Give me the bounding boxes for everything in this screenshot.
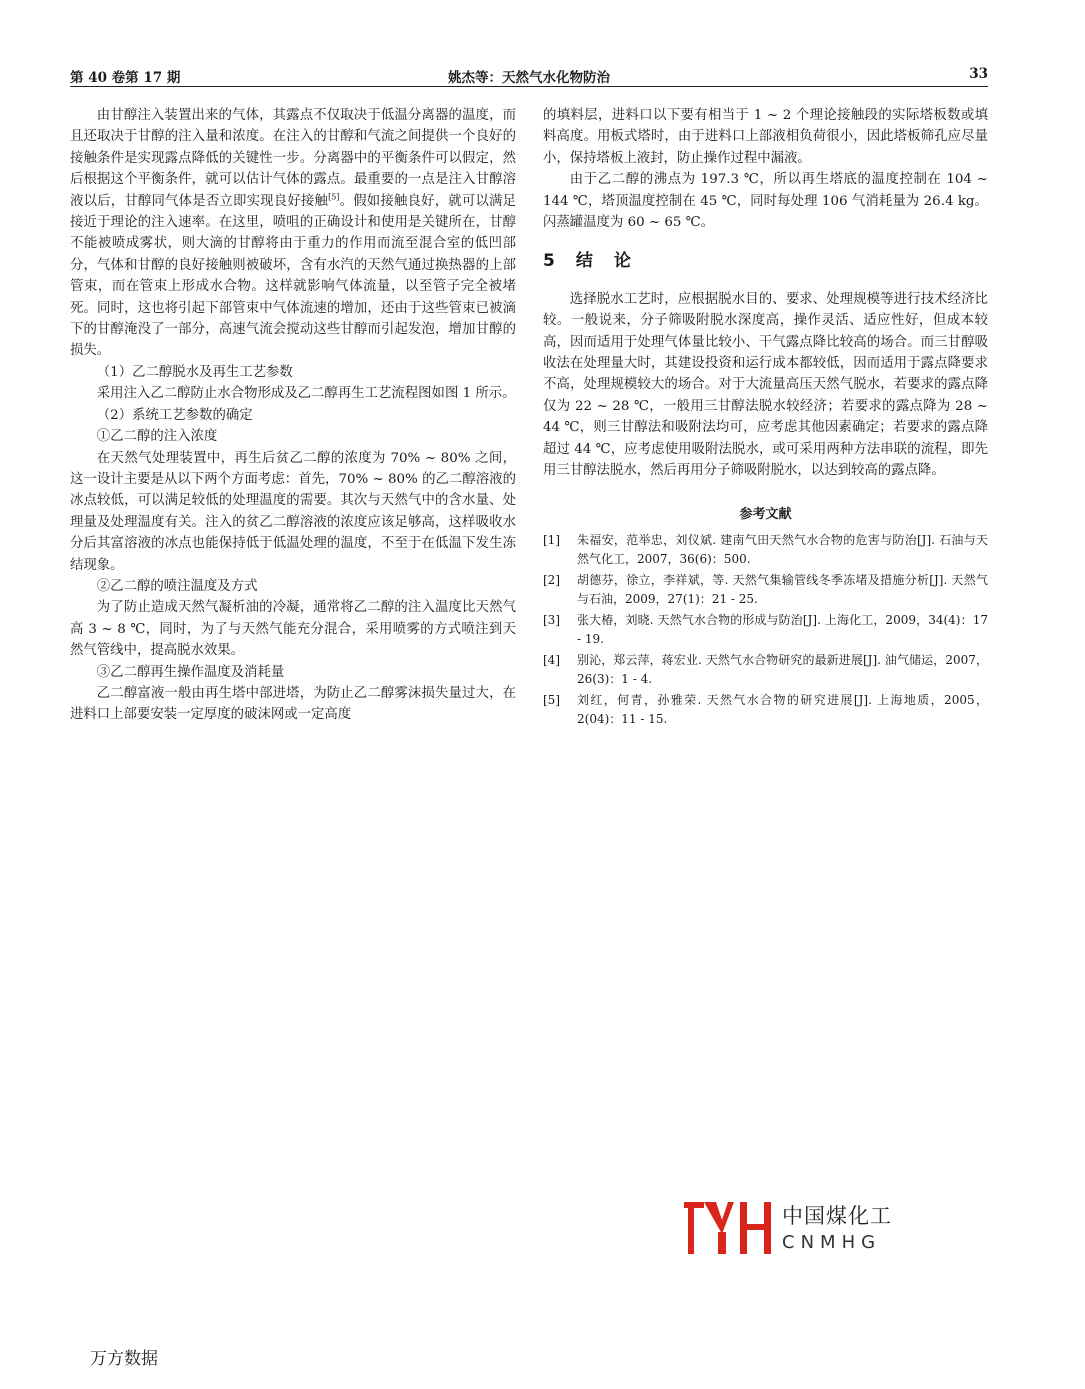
reference-item: [1] 朱福安，范举忠，刘仪斌. 建南气田天然气水合物的危害与防治[J]. 石油与天然气化工，2007，36(6)：500. [543, 532, 988, 566]
subheading: ②乙二醇的喷注温度及方式 [96, 578, 258, 594]
header-rule [70, 86, 988, 87]
subheading: （1）乙二醇脱水及再生工艺参数 [96, 364, 293, 380]
logo-latin: CNMHG [782, 1232, 882, 1253]
paragraph: 采用注入乙二醇防止水合物形成及乙二醇再生工艺流程图如图 1 所示。 [96, 386, 516, 402]
reference-item: [5] 刘红，何青，孙雅荣. 天然气水合物的研究进展[J]. 上海地质，2005，2(04)：11 - 15. [543, 692, 988, 726]
paragraph: 选择脱水工艺时，应根据脱水目的、要求、处理规模等进行技术经济比较。一般说来，分子筛吸附脱水深度高，操作灵活、适应性好，但成本较高，因而适用于处理气体量比较小、干气露点降比较高的场合。而三甘醇吸收法在处理量大时，其建设投资和运行成本都较低，因而适用于露点降要求不高，处理规模较大的场合。对于大流量高压天然气脱水，若要求的露点降仅为 22 ~ 28 ℃，一般用三甘醇法脱水较经济；若要求的露点降为 28 ~ 44 ℃，则三甘醇法和吸附法均可，应考虑其他因素确定；若要求的露点降超过 44 ℃，应考虑使用吸附法脱水，或可采用两种方法串联的流程，即先用三甘醇法脱水，然后再用分子筛吸附脱水，以达到较高的露点降。 [543, 291, 988, 479]
references-list [543, 531, 988, 729]
right-column [543, 105, 988, 731]
cnmhg-logo-icon [684, 1198, 776, 1258]
page-number: 33 [969, 66, 988, 82]
logo-name: 中国煤化工 [782, 1204, 892, 1228]
subheading: （2）系统工艺参数的确定 [96, 407, 253, 423]
paragraph: 由于乙二醇的沸点为 197.3 ℃，所以再生塔底的温度控制在 104 ~ 144 ℃，塔顶温度控制在 45 ℃，同时每处理 106 气消耗量为 26.4 kg。闪蒸罐温度为 60 ~ 65 ℃。 [543, 172, 988, 231]
references-title: 参考文献 [739, 506, 792, 522]
journal-issue: 第 40 卷第 17 期 [70, 70, 181, 86]
reference-item: [2] 胡德芬，徐立，李祥斌，等. 天然气集输管线冬季冻堵及措施分析[J]. 天然气与石油，2009，27(1)：21 - 25. [543, 572, 988, 606]
left-column [70, 105, 516, 726]
reference-item: [4] 别沁，郑云萍，蒋宏业. 天然气水合物研究的最新进展[J]. 油气储运，2007，26(3)：1 - 4. [543, 652, 988, 686]
section-title: 5 结 论 [543, 251, 633, 272]
paragraph: 在天然气处理装置中，再生后贫乙二醇的浓度为 70% ~ 80% 之间，这一设计主要是从以下两个方面考虑：首先，70% ~ 80% 的乙二醇溶液的冰点较低，可以满足较低的处理温度的需要。其次与天然气中的含水量、处理量及处理温度有关。注入的贫乙二醇溶液的浓度应该足够高，这样吸收水分后其富溶液的冰点也能保持低于低温处理的温度，不至于在低温下发生冻结现象。 [70, 450, 516, 573]
running-header [70, 64, 988, 86]
article-running-title: 姚杰等：天然气水化物防治 [448, 70, 610, 86]
paragraph: 乙二醇富液一般由再生塔中部进塔，为防止乙二醇雾沫损失量过大，在进料口上部要安装一定厚度的破沫网或一定高度 [70, 685, 516, 723]
paragraph: 的填料层，进料口以下要有相当于 1 ~ 2 个理论接触段的实际塔板数或填料高度。用板式塔时，由于进料口上部液相负荷很小，因此塔板筛孔应尽量小，保持塔板上液封，防止操作过程中漏液。 [543, 108, 988, 166]
subheading: ①乙二醇的注入浓度 [96, 429, 218, 445]
footer-watermark: 万方数据 [90, 1349, 158, 1369]
reference-item: [3] 张大椿，刘晓. 天然气水合物的形成与防治[J]. 上海化工，2009，34(4)：17 - 19. [543, 612, 988, 646]
paragraph: 为了防止造成天然气凝析油的冷凝，通常将乙二醇的注入温度比天然气高 3 ~ 8 ℃，同时，为了与天然气能充分混合，采用喷雾的方式喷注到天然气管线中，提高脱水效果。 [70, 600, 516, 659]
paragraph: 由甘醇注入装置出来的气体，其露点不仅取决于低温分离器的温度，而且还取决于甘醇的注入量和浓度。在注入的甘醇和气流之间提供一个良好的接触条件是实现露点降低的关键性一步。分离器中的平衡条件可以假定，然后根据这个平衡条件，就可以估计气体的露点。最重要的一点是注入甘醇溶液以后，甘醇同气体是否立即实现良好接触[5]。假如接触良好，就可以满足接近于理论的注入速率。在这里，喷咀的正确设计和使用是关键所在，甘醇不能被喷成雾状，则大滴的甘醇将由于重力的作用而流至混合室的低凹部分，气体和甘醇的良好接触则被破坏，含有水汽的天然气通过换热器的上部管束，而在管束上形成水合物。这样就影响气体流量，以至管子完全被堵死。同时，这也将引起下部管束中气体流速的增加，还由于这些管束已被滴下的甘醇淹没了一部分，高速气流会搅动这些甘醇而引起发泡，增加甘醇的损失。 [70, 108, 516, 359]
citation: [5] [328, 192, 340, 202]
subheading: ③乙二醇再生操作温度及消耗量 [96, 664, 285, 680]
